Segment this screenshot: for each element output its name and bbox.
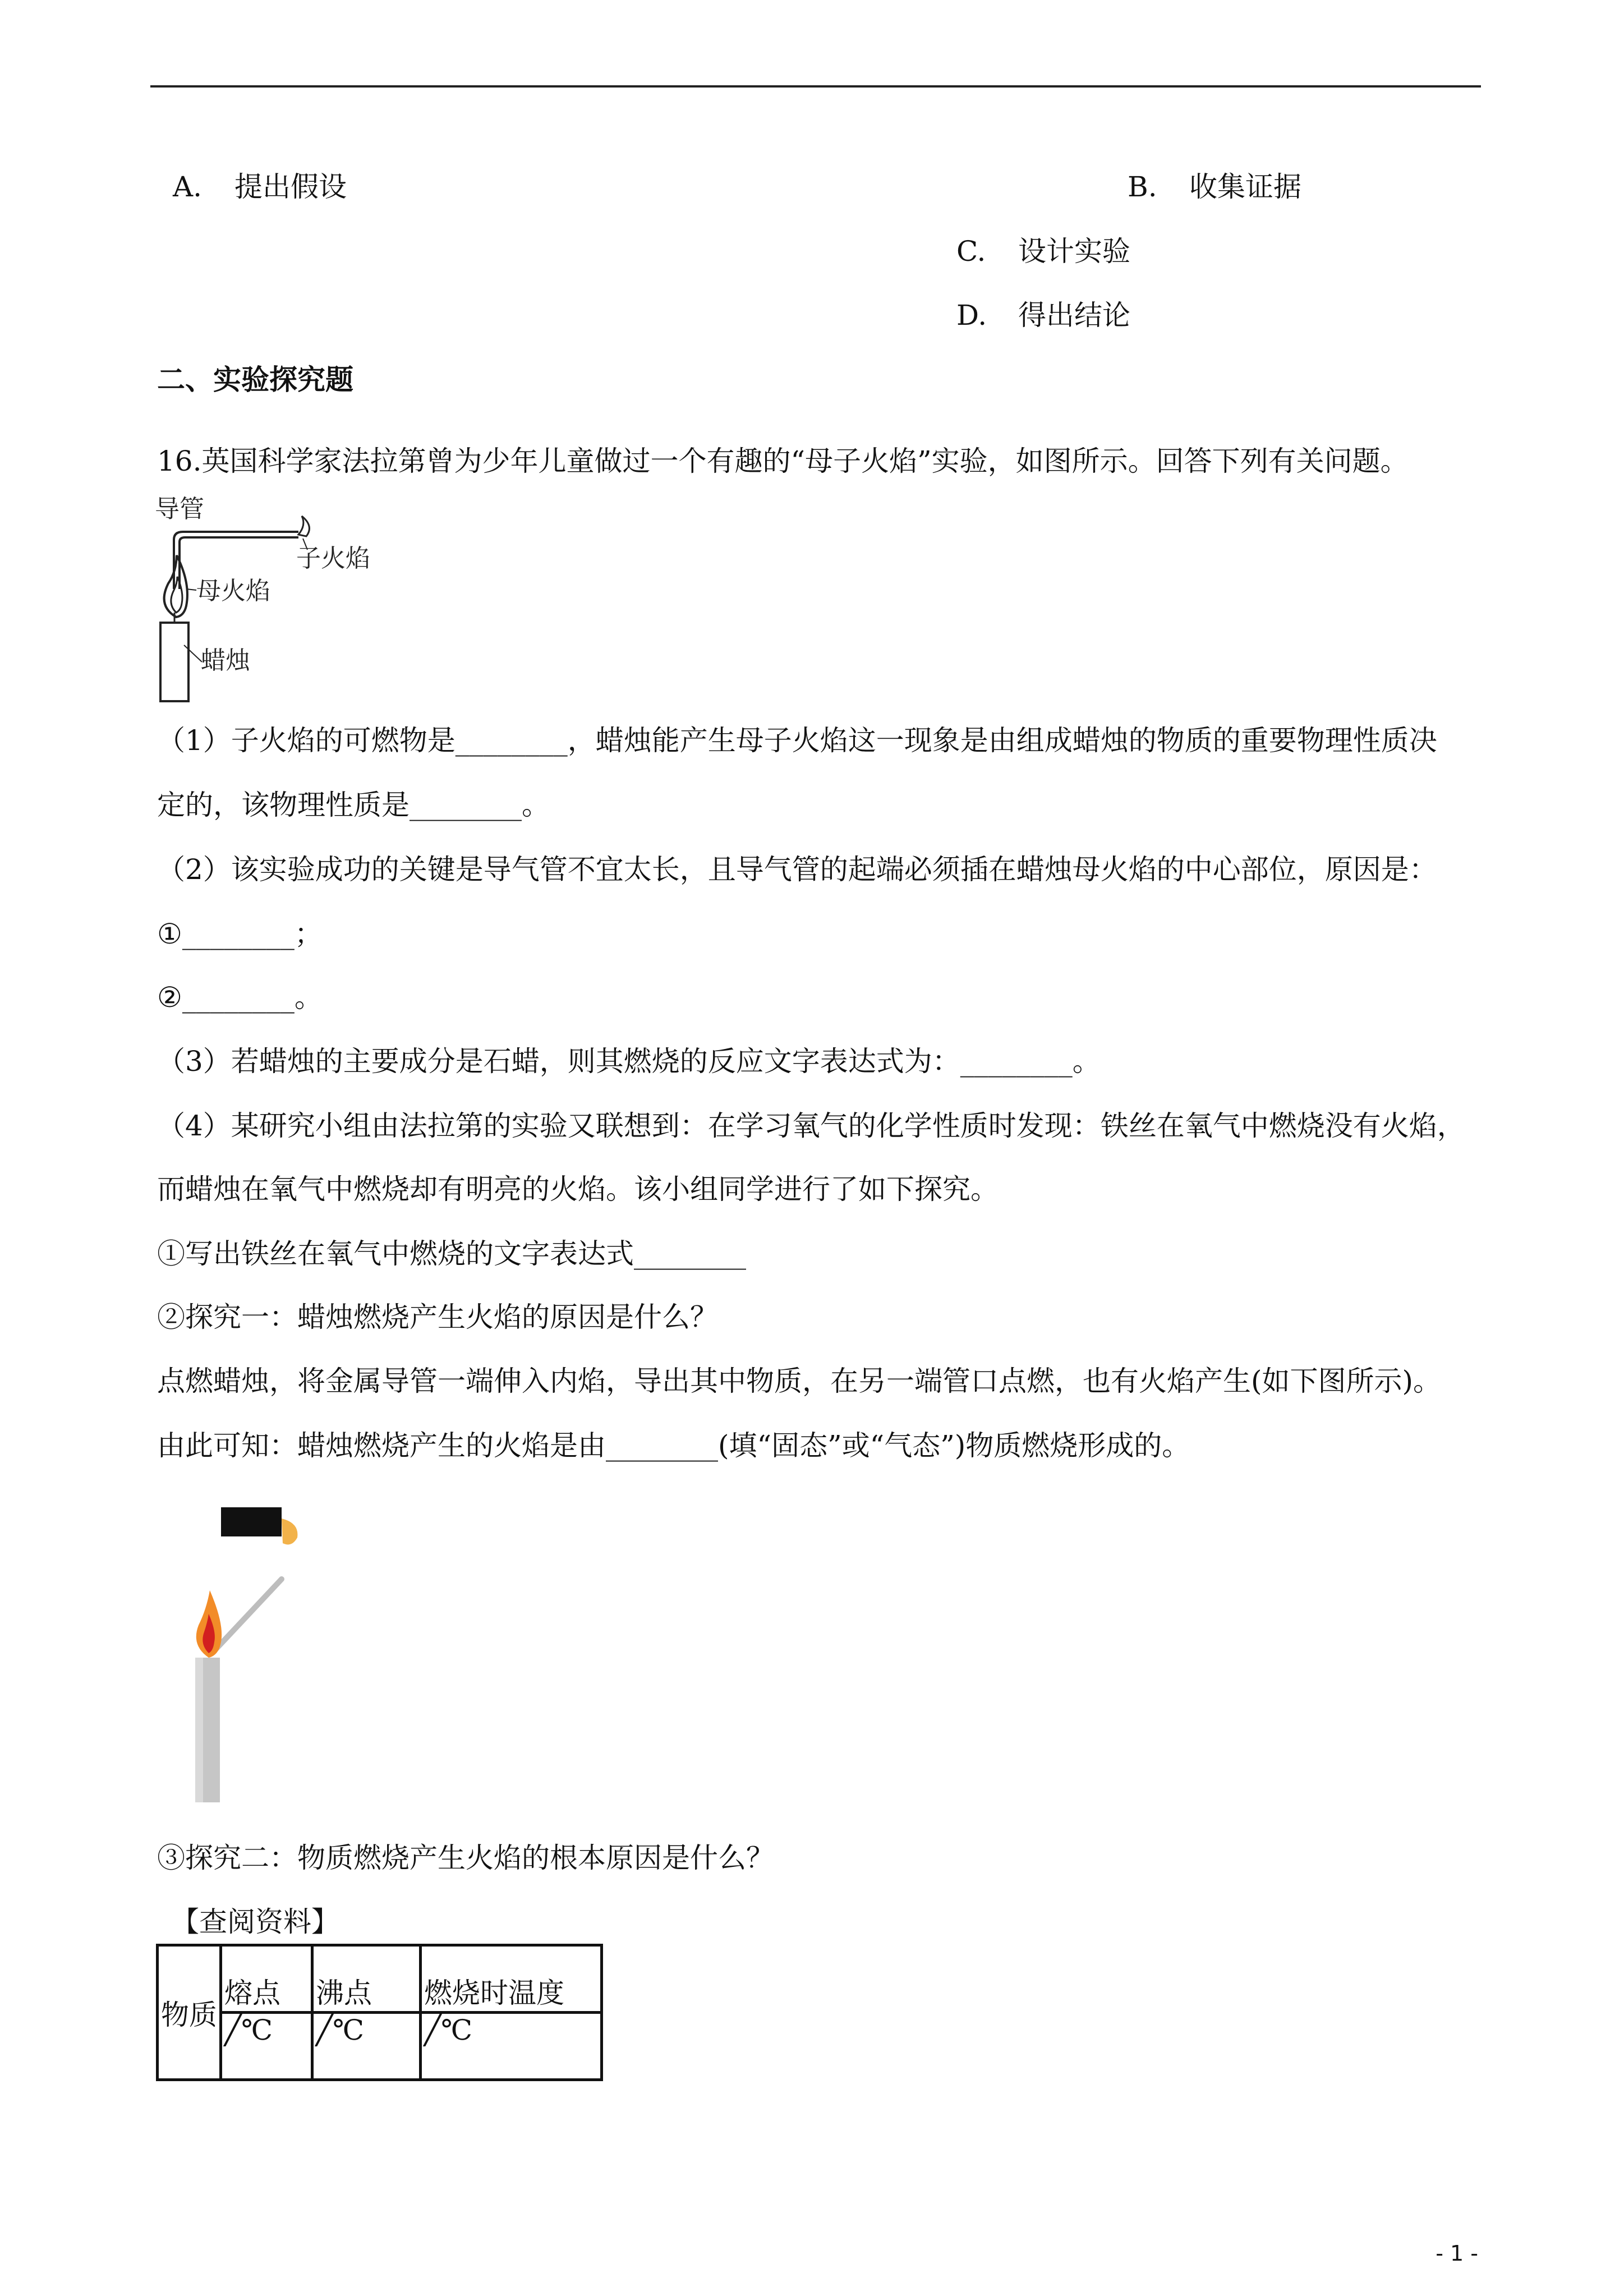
option-letter: C.	[956, 235, 986, 268]
candle-icon	[160, 623, 188, 701]
child-flame-icon	[298, 516, 309, 536]
mother-flame-label: 母火焰	[196, 577, 270, 605]
question-line: 而蜡烛在氧气中燃烧却有明亮的火焰。该小组同学进行了如下探究。	[157, 1173, 999, 1205]
table-row	[158, 2013, 602, 2080]
question-line: ①写出铁丝在氧气中燃烧的文字表达式________	[157, 1237, 746, 1270]
child-flame-label: 子火焰	[296, 544, 370, 573]
column-unit: ╱℃	[421, 2013, 602, 2080]
tube-label: 导管	[155, 495, 204, 523]
mother-child-flame-figure	[151, 494, 387, 707]
candle-tube-experiment-figure	[180, 1495, 325, 1803]
reference-title: 【查阅资料】	[171, 1906, 339, 1938]
header-rule	[150, 85, 1481, 88]
question-line: （2）该实验成功的关键是导气管不宜太长，且导气管的起端必须插在蜡烛母火焰的中心部位，原因是：	[157, 853, 1437, 886]
candle-label: 蜡烛	[201, 646, 250, 675]
question-line: ①________；	[157, 918, 323, 950]
option-b[interactable]	[1128, 170, 1301, 204]
question-line: （1）子火焰的可燃物是________，蜡烛能产生母子火焰这一现象是由组成蜡烛的物质的重要物理性质决	[157, 724, 1437, 757]
column-unit: ╱℃	[312, 2013, 421, 2080]
option-text: 设计实验	[1018, 235, 1130, 268]
option-text: 收集证据	[1189, 171, 1301, 203]
option-d[interactable]	[956, 298, 1130, 332]
table-row	[158, 1945, 602, 2013]
question-line: （3）若蜡烛的主要成分是石蜡，则其燃烧的反应文字表达式为：________。	[157, 1045, 1101, 1078]
option-text: 得出结论	[1018, 299, 1130, 332]
column-header: 熔点	[221, 1945, 312, 2013]
section-heading: 二、实验探究题	[157, 363, 353, 396]
row-header-cell: 物质	[158, 1945, 221, 2080]
question-intro: 16.英国科学家法拉第曾为少年儿童做过一个有趣的“母子火焰”实验，如图所示。回答下列有关问题。	[157, 445, 1409, 477]
page-number: - 1 -	[1436, 2241, 1478, 2266]
question-line: 由此可知：蜡烛燃烧产生的火焰是由________(填“固态”或“气态”)物质燃烧形成的。	[157, 1429, 1190, 1462]
option-a[interactable]	[173, 170, 347, 204]
column-header: 燃烧时温度	[421, 1945, 602, 2013]
explore-two: ③探究二：物质燃烧产生火焰的根本原因是什么？	[157, 1842, 774, 1874]
option-text: 提出假设	[234, 171, 347, 203]
question-line: ②探究一：蜡烛燃烧产生火焰的原因是什么？	[157, 1301, 718, 1333]
option-c[interactable]	[956, 234, 1130, 268]
option-letter: B.	[1128, 171, 1157, 203]
question-line: （4）某研究小组由法拉第的实验又联想到：在学习氧气的化学性质时发现：铁丝在氧气中燃烧没有火焰，	[157, 1110, 1465, 1142]
option-letter: D.	[956, 299, 987, 332]
column-header: 沸点	[312, 1945, 421, 2013]
column-unit: ╱℃	[221, 2013, 312, 2080]
question-line: 点燃蜡烛，将金属导管一端伸入内焰，导出其中物质，在另一端管口点燃，也有火焰产生(如下图所示)。	[157, 1365, 1442, 1397]
question-line: 定的，该物理性质是________。	[157, 789, 550, 821]
reference-table	[156, 1944, 603, 2081]
option-letter: A.	[173, 171, 203, 203]
metal-tube	[213, 1579, 282, 1652]
tube-end-flame-icon	[282, 1519, 297, 1544]
question-line: ②________。	[157, 981, 323, 1014]
tube-holder-block	[221, 1507, 282, 1536]
